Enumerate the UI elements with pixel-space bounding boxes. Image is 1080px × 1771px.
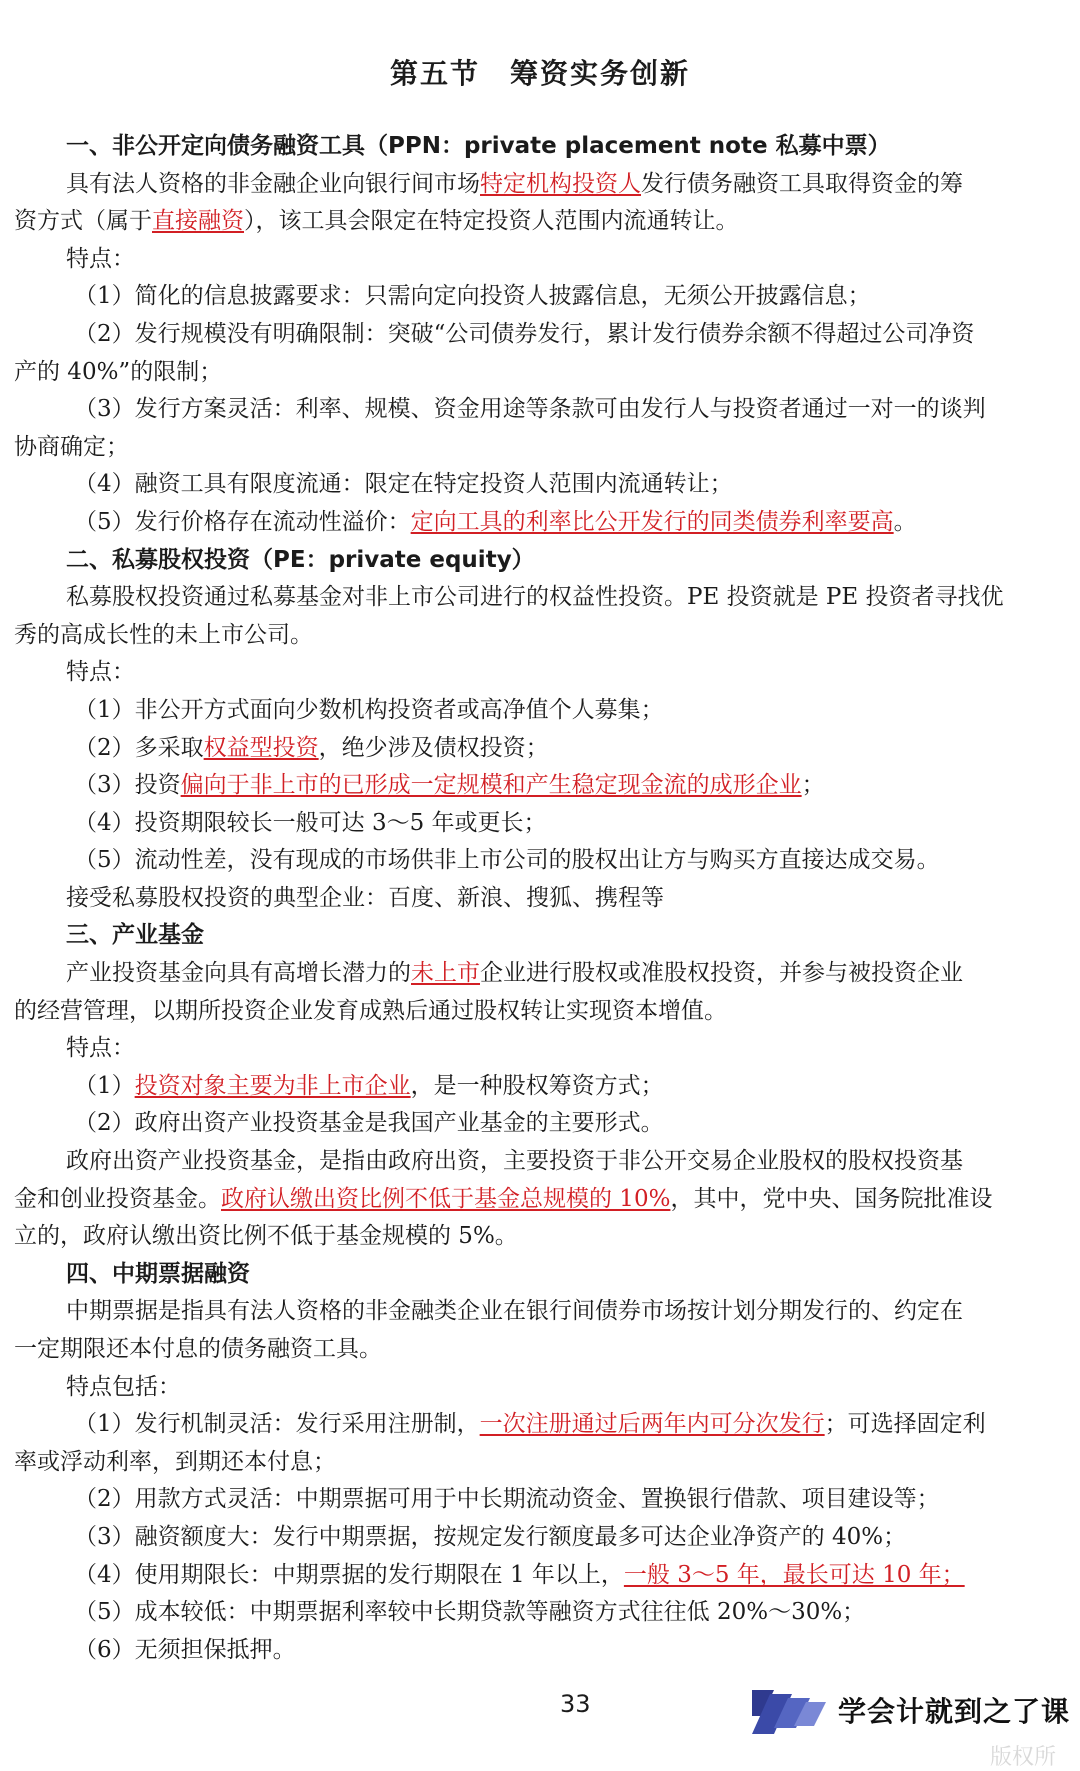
feature-item: （2）多采取权益型投资，绝少涉及债权投资； <box>74 734 549 761</box>
highlight-text: 定向工具的利率比公开发行的同类债券利率要高 <box>410 508 894 535</box>
section-heading-ppn: 一、非公开定向债务融资工具（PPN：private placement note 私募中票） <box>66 133 891 159</box>
features-label: 特点包括： <box>66 1373 181 1400</box>
paragraph-line: 一定期限还本付息的债务融资工具。 <box>14 1336 382 1362</box>
section-heading-pe: 二、私募股权投资（PE：private equity） <box>66 546 535 573</box>
feature-item: （2）用款方式灵活：中期票据可用于中长期流动资金、置换银行借款、项目建设等； <box>74 1486 940 1513</box>
brand-name: 学会计就到之了课 <box>838 1695 1071 1728</box>
feature-item: （3）投资偏向于非上市的已形成一定规模和产生稳定现金流的成形企业； <box>74 772 825 799</box>
watermark-text: 版权所 <box>990 1745 1057 1770</box>
feature-item: （5）流动性差，没有现成的市场供非上市公司的股权出让方与购买方直接达成交易。 <box>74 847 940 874</box>
highlight-text: 政府认缴出资比例不低于基金总规模的 10% <box>221 1185 671 1212</box>
features-label: 特点： <box>66 659 135 686</box>
main-content <box>14 128 1060 1669</box>
typical-companies: 接受私募股权投资的典型企业：百度、新浪、搜狐、携程等 <box>66 884 664 911</box>
highlight-text: 一次注册通过后两年内可分次发行 <box>479 1411 825 1438</box>
feature-item: （1）简化的信息披露要求：只需向定向投资人披露信息，无须公开披露信息； <box>74 283 871 310</box>
feature-item: （5）发行价格存在流动性溢价：定向工具的利率比公开发行的同类债券利率要高。 <box>74 508 917 535</box>
title-topic: 筹资实务创新 <box>510 57 691 90</box>
feature-item: （1）投资对象主要为非上市企业，是一种股权筹资方式； <box>74 1072 664 1099</box>
feature-item-continued: 率或浮动利率，到期还本付息； <box>14 1448 336 1475</box>
section-heading-mtn: 四、中期票据融资 <box>66 1260 250 1287</box>
feature-item: （1）非公开方式面向少数机构投资者或高净值个人募集； <box>74 696 664 723</box>
highlight-text: 一般 3～5 年，最长可达 10 年； <box>623 1561 965 1588</box>
page-title <box>0 52 1080 92</box>
paragraph-line: 政府出资产业投资基金，是指由政府出资，主要投资于非公开交易企业股权的股权投资基 <box>66 1148 963 1175</box>
highlight-text: 投资对象主要为非上市企业 <box>134 1072 411 1099</box>
highlight-text: 未上市 <box>411 960 480 987</box>
feature-item-continued: 协商确定； <box>14 433 129 460</box>
feature-item: （3）发行方案灵活：利率、规模、资金用途等条款可由发行人与投资者通过一对一的谈判 <box>74 396 986 423</box>
paragraph-line: 私募股权投资通过私募基金对非上市公司进行的权益性投资。PE 投资就是 PE 投资者寻找优 <box>66 584 1004 611</box>
page-number: 33 <box>560 1690 591 1718</box>
feature-item: （4）使用期限长：中期票据的发行期限在 1 年以上，一般 3～5 年，最长可达 10 年； <box>74 1561 965 1588</box>
highlight-text: 偏向于非上市的已形成一定规模和产生稳定现金流的成形企业 <box>180 772 802 799</box>
paragraph-line: 金和创业投资基金。政府认缴出资比例不低于基金总规模的 10%，其中，党中央、国务院批准设 <box>14 1185 993 1212</box>
highlight-text: 直接融资 <box>152 208 244 235</box>
paragraph-line: 具有法人资格的非金融企业向银行间市场特定机构投资人发行债务融资工具取得资金的筹 <box>66 170 963 197</box>
highlight-text: 特定机构投资人 <box>480 170 641 197</box>
feature-item-continued: 产的 40%”的限制； <box>14 358 223 385</box>
feature-item: （5）成本较低：中期票据利率较中长期贷款等融资方式往往低 20%～30%； <box>74 1599 866 1626</box>
feature-item: （3）融资额度大：发行中期票据，按规定发行额度最多可达企业净资产的 40%； <box>74 1523 907 1550</box>
paragraph-line: 产业投资基金向具有高增长潜力的未上市企业进行股权或准股权投资，并参与被投资企业 <box>66 960 963 987</box>
features-label: 特点： <box>66 1035 135 1062</box>
feature-item: （1）发行机制灵活：发行采用注册制，一次注册通过后两年内可分次发行；可选择固定利 <box>74 1411 986 1438</box>
feature-item: （2）发行规模没有明确限制：突破“公司债券发行，累计发行债券余额不得超过公司净资 <box>74 320 975 347</box>
paragraph-line: 资方式（属于直接融资），该工具会限定在特定投资人范围内流通转让。 <box>14 208 739 235</box>
feature-item: （4）融资工具有限度流通：限定在特定投资人范围内流通转让； <box>74 471 733 498</box>
paragraph-line: 中期票据是指具有法人资格的非金融类企业在银行间债券市场按计划分期发行的、约定在 <box>66 1298 963 1325</box>
highlight-text: 权益型投资 <box>203 734 319 761</box>
features-label: 特点： <box>66 245 135 272</box>
feature-item: （6）无须担保抵押。 <box>74 1636 296 1663</box>
paragraph-line: 秀的高成长性的未上市公司。 <box>14 621 313 648</box>
paragraph-line: 立的，政府认缴出资比例不低于基金规模的 5%。 <box>14 1223 518 1250</box>
title-section: 第五节 <box>389 57 480 90</box>
section-heading-industry-fund: 三、产业基金 <box>66 922 204 949</box>
paragraph-line: 的经营管理，以期所投资企业发育成熟后通过股权转让实现资本增值。 <box>14 997 727 1024</box>
feature-item: （4）投资期限较长一般可达 3～5 年或更长； <box>74 809 547 836</box>
feature-item: （2）政府出资产业投资基金是我国产业基金的主要形式。 <box>74 1110 664 1137</box>
